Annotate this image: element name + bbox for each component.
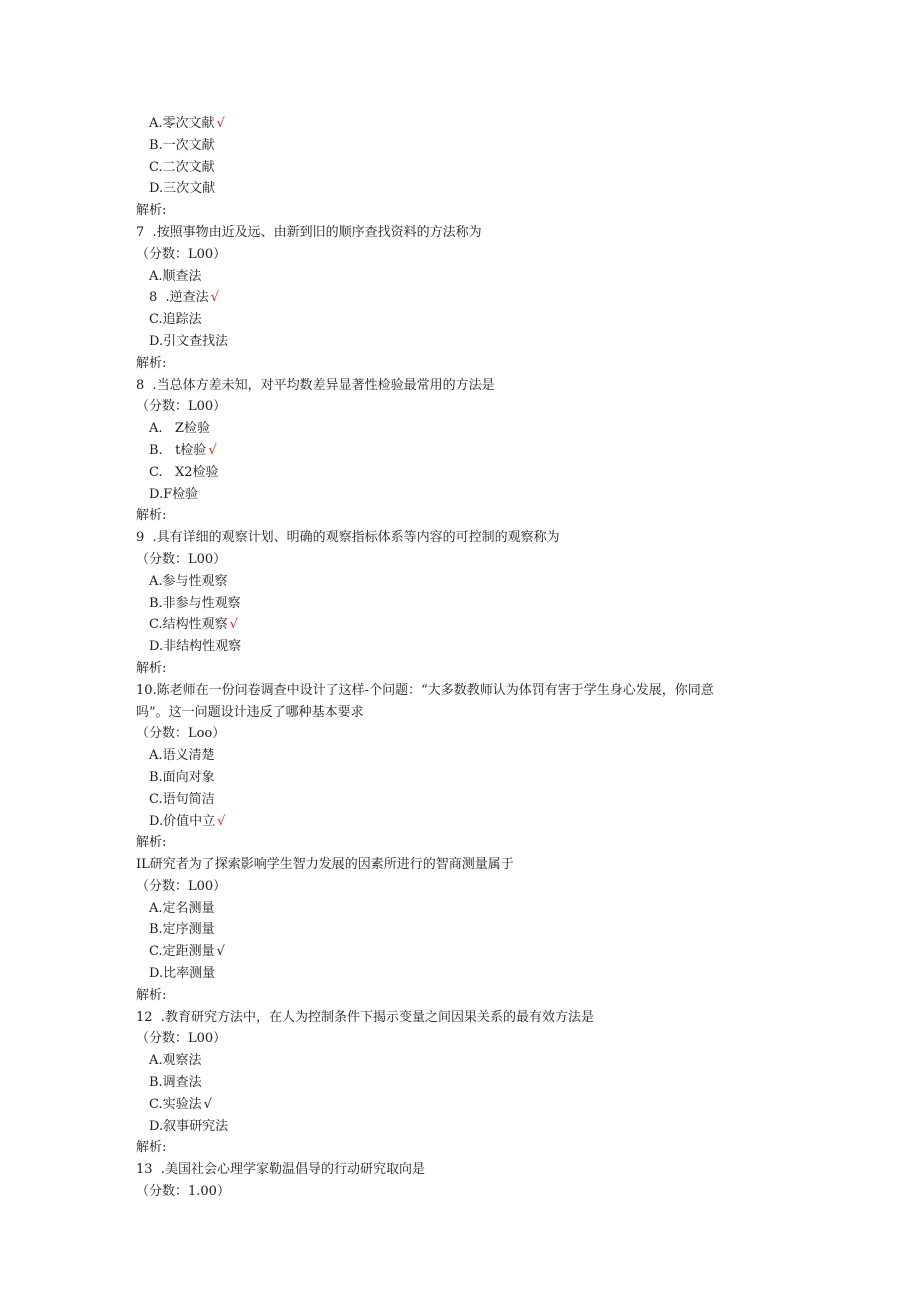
analysis-label-text: 解析:	[136, 660, 167, 676]
analysis-label	[136, 353, 796, 375]
answer-option	[136, 178, 796, 200]
answer-option	[136, 919, 796, 941]
score-label	[136, 1181, 796, 1203]
answer-option-text: A.零次文献	[149, 116, 215, 131]
answer-option	[136, 1072, 796, 1094]
score-label	[136, 396, 796, 418]
answer-option	[136, 614, 796, 636]
answer-option-text: 8 .逆查法	[149, 290, 209, 306]
answer-option-text: D.F检验	[149, 486, 199, 502]
score-label-text: （分数：L00）	[136, 246, 227, 262]
answer-option-text: A. Z检验	[149, 421, 210, 437]
answer-option	[136, 593, 796, 615]
answer-option-text: C.实验法	[149, 1096, 202, 1112]
answer-option-text: B.调查法	[149, 1075, 202, 1091]
correct-check-icon: √	[208, 442, 217, 458]
question-text-text: 7 .按照事物由近及远、由新到旧的顺序查找资料的方法称为	[136, 224, 482, 240]
analysis-label	[136, 505, 796, 527]
analysis-label-text: 解析:	[136, 987, 167, 1003]
answer-option-text: A.参与性观察	[149, 573, 228, 589]
question-text	[136, 1159, 796, 1181]
correct-check-icon: √	[203, 1096, 212, 1112]
score-label	[136, 876, 796, 898]
score-label-text: （分数：Loo）	[136, 726, 226, 742]
answer-option	[136, 571, 796, 593]
analysis-label-text: 解析:	[136, 508, 167, 524]
correct-check-icon: √	[216, 944, 225, 960]
analysis-label	[136, 1137, 796, 1159]
answer-option-text: D.叙事研究法	[149, 1118, 229, 1134]
answer-option-text: A.观察法	[149, 1053, 202, 1069]
question-text	[136, 527, 796, 549]
answer-option	[136, 636, 796, 658]
score-label	[136, 549, 796, 571]
answer-option	[136, 331, 796, 353]
answer-option	[136, 1050, 796, 1072]
question-text-text: IL研究者为了探索影响学生智力发展的因素所进行的智商测量属于	[136, 857, 514, 873]
question-text-text: 13 .美国社会心理学家勒温倡导的行动研究取向是	[136, 1162, 425, 1178]
analysis-label-text: 解析:	[136, 203, 167, 219]
question-text-text: 8 .当总体方差未知，对平均数差异显著性检验最常用的方法是	[136, 377, 495, 393]
question-list	[136, 113, 796, 1203]
answer-option-text: B.非参与性观察	[149, 595, 241, 611]
answer-option	[136, 963, 796, 985]
answer-option-text: B. t检验	[149, 442, 207, 458]
correct-check-icon: √	[210, 290, 219, 306]
score-label	[136, 244, 796, 266]
answer-option-text: D.比率测量	[149, 966, 216, 982]
answer-option	[136, 767, 796, 789]
analysis-label-text: 解析:	[136, 835, 167, 851]
answer-option	[136, 157, 796, 179]
answer-option	[136, 1094, 796, 1116]
answer-option-text: D.非结构性观察	[149, 639, 242, 655]
score-label-text: （分数：L00）	[136, 878, 227, 894]
score-label-text: （分数：1.00）	[136, 1184, 230, 1200]
question-text	[136, 680, 796, 702]
answer-option	[136, 440, 796, 462]
answer-option-text: C.语句简洁	[149, 791, 215, 807]
answer-option-text: B.定序测量	[149, 922, 215, 938]
answer-option	[136, 745, 796, 767]
question-text-text: 12 .教育研究方法中，在人为控制条件下揭示变量之间因果关系的最有效方法是	[136, 1009, 594, 1025]
score-label	[136, 1028, 796, 1050]
analysis-label	[136, 658, 796, 680]
answer-option	[136, 113, 796, 135]
score-label-text: （分数：L00）	[136, 399, 227, 415]
answer-option-text: D.三次文献	[149, 181, 216, 197]
answer-option	[136, 1116, 796, 1138]
answer-option	[136, 309, 796, 331]
answer-option-text: D.价值中立	[149, 813, 216, 829]
answer-option	[136, 811, 796, 833]
answer-option-text: C.追踪法	[149, 312, 202, 328]
analysis-label-text: 解析:	[136, 1140, 167, 1156]
correct-check-icon: √	[229, 617, 238, 633]
answer-option	[136, 287, 796, 309]
answer-option	[136, 462, 796, 484]
question-text-continued	[136, 702, 796, 724]
answer-option-text: A.定名测量	[149, 900, 215, 916]
answer-option	[136, 789, 796, 811]
question-text	[136, 1007, 796, 1029]
analysis-label	[136, 200, 796, 222]
question-text-text: 10.陈老师在一份问卷调查中设计了这样-个问题：“大多数教师认为体罚有害于学生身心发展，你同意	[136, 682, 714, 698]
score-label-text: （分数：L00）	[136, 1031, 227, 1047]
analysis-label-text: 解析:	[136, 355, 167, 371]
answer-option-text: B.面向对象	[149, 769, 215, 785]
answer-option	[136, 266, 796, 288]
question-text-continued-text: 吗”。这一问题设计违反了哪种基本要求	[136, 704, 364, 720]
question-text	[136, 375, 796, 397]
correct-check-icon: √	[216, 116, 225, 131]
answer-option	[136, 484, 796, 506]
answer-option-text: C.定距测量	[149, 944, 215, 960]
answer-option	[136, 418, 796, 440]
answer-option	[136, 898, 796, 920]
score-label	[136, 723, 796, 745]
question-text	[136, 222, 796, 244]
analysis-label	[136, 832, 796, 854]
score-label-text: （分数：L00）	[136, 551, 227, 567]
answer-option-text: B.一次文献	[149, 137, 215, 153]
answer-option-text: A.顺查法	[149, 268, 202, 284]
answer-option	[136, 941, 796, 963]
answer-option-text: C.二次文献	[149, 159, 215, 175]
answer-option-text: A.语义清楚	[149, 748, 215, 764]
answer-option	[136, 135, 796, 157]
answer-option-text: D.引文查找法	[149, 333, 229, 349]
answer-option-text: C.结构性观察	[149, 617, 228, 633]
answer-option-text: C. X2检验	[149, 464, 219, 480]
correct-check-icon: √	[217, 813, 226, 829]
question-text-text: 9 .具有详细的观察计划、明确的观察指标体系等内容的可控制的观察称为	[136, 530, 560, 546]
question-text	[136, 854, 796, 876]
analysis-label	[136, 985, 796, 1007]
